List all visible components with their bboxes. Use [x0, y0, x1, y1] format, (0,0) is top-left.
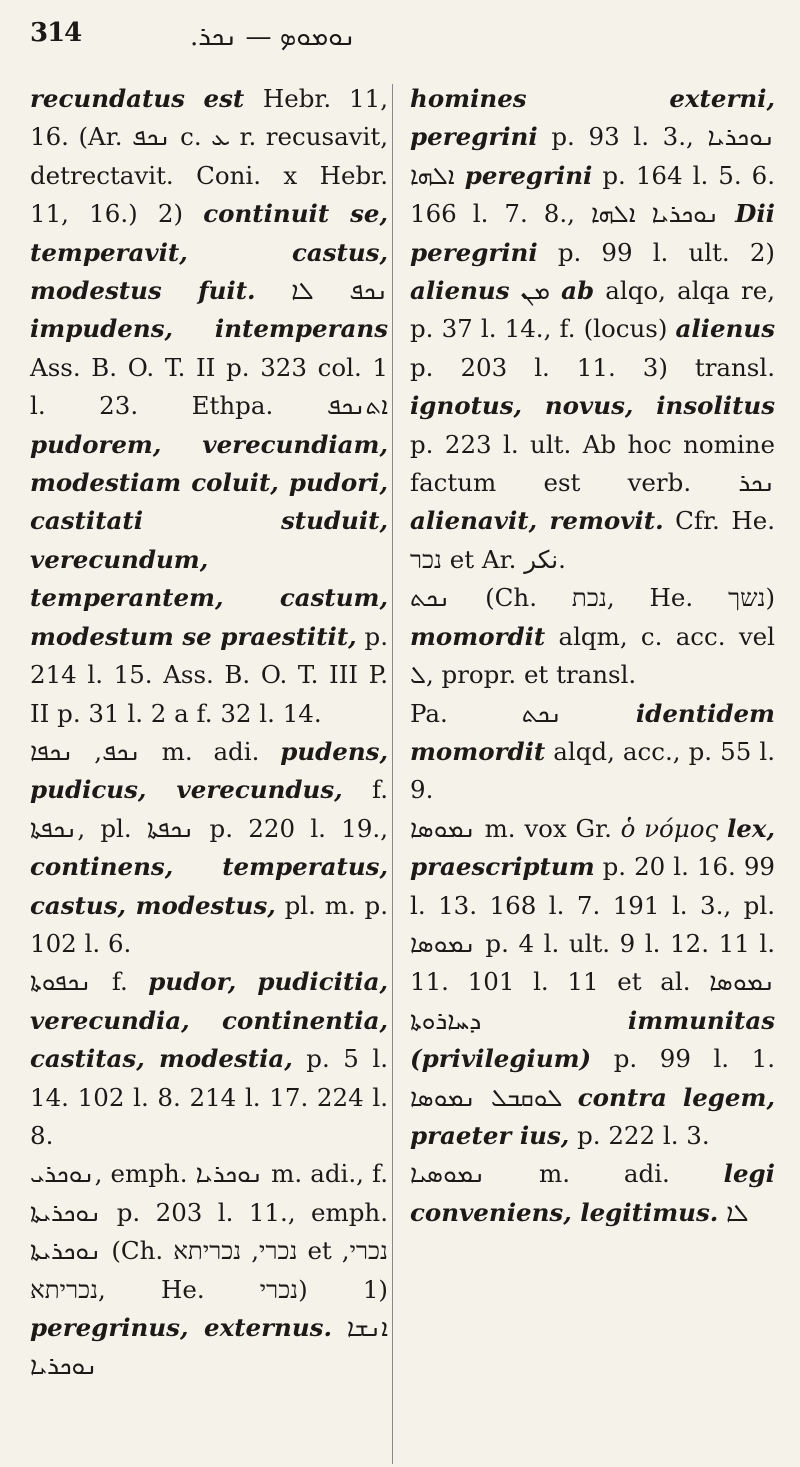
entry-gloss: contra legem, praeter ius, [410, 1082, 775, 1150]
entry-gloss: lex, praescriptum [410, 813, 775, 882]
entry-gloss: pudor, pudicitia, verecundia, continentia, castitas, modestia, [30, 967, 388, 1074]
syriac-word: ܢܟܪ [738, 468, 775, 498]
hebrew-word: נשך [728, 583, 766, 613]
entry-nomosaya [410, 1155, 775, 1232]
entry-text [510, 276, 521, 305]
entry-text: p. 214 l. 15. Ass. B. O. T. III P. II p. 31 l. 2 a f. 32 l. 14. [30, 621, 388, 728]
entry-text: f. [342, 775, 388, 805]
entry-text: m. vox Gr. [475, 813, 621, 843]
entry-gloss: identidem momordit [410, 698, 775, 766]
entry-text: Ass. B. O. T. II p. 323 col. 1 l. 23. Ethpa. [30, 352, 388, 421]
entry-text [718, 1198, 726, 1227]
syriac-word: ܢܟܦܬܐ [30, 813, 78, 843]
entry-text: . [558, 544, 566, 574]
entry-text [563, 1083, 578, 1112]
entry-nukraya [30, 1155, 388, 1385]
entry-text: , He. [606, 583, 729, 613]
entry-text: p. 5 l. 14. 102 l. 8. 214 l. 17. 224 l. 8. [30, 1044, 388, 1150]
syriac-word: ܢܟܦܬܐ [146, 813, 195, 843]
entry-text: p. 223 l. ult. Ab hoc nomine factum est verb. [410, 429, 775, 498]
syriac-word: ܢܟܦ ܠܐ [291, 276, 388, 306]
running-head: .ܢܘܡܘܤ — ܢܟܪ [190, 22, 356, 52]
entry-text: Hebr. 11, 16. (Ar. [30, 84, 389, 152]
entry-text: (Ch. [450, 583, 572, 613]
entry-nkputa [30, 963, 388, 1155]
entry-gloss: impudens, intemperans [30, 314, 388, 344]
entry-text: p. 222 l. 3. [569, 1120, 710, 1150]
entry-text: p. 99 l. ult. 2) [537, 237, 775, 267]
entry-nkp-adjective [30, 733, 388, 963]
entry-text: p. 203 l. 11., emph. [101, 1197, 388, 1227]
page-number: 314 [30, 18, 82, 48]
right-column [410, 80, 775, 1232]
entry-nkt [410, 579, 775, 694]
entry-text: m. adi. [140, 736, 281, 766]
entry-text: p. 164 l. 5. 6. 166 l. 7. 8., [410, 160, 775, 229]
entry-gloss: continens, temperatus, castus, modestus, [30, 852, 388, 920]
entry-gloss: pudorem, verecundiam, modestiam coluit, pudori, castitati studuit, verecundum, temperantem, castum, modestum se praestitit, [30, 429, 388, 651]
entry-text: p. 99 l. 1. [591, 1044, 775, 1074]
entry-text [562, 699, 636, 728]
entry-text: ) 1) [298, 1274, 388, 1304]
entry-nkt-pa [410, 695, 775, 810]
entry-text [256, 276, 292, 305]
entry-text: m. adi., f. [263, 1159, 388, 1189]
syriac-word: ܢܟܬ [521, 698, 562, 728]
syriac-word: ܢܟܬ [410, 583, 451, 613]
syriac-word: ܢܘܟܪܝܬܐ [30, 1236, 102, 1266]
entry-gloss: peregrini [464, 160, 593, 190]
syriac-word: ܡܢ [520, 276, 550, 306]
hebrew-word: נכר [410, 544, 442, 574]
hebrew-word: נכרי [259, 1274, 299, 1304]
entry-text: , He. [98, 1274, 260, 1304]
entry-text: , propr. et transl. [425, 660, 637, 690]
hebrew-word: נכרי, נכריתא [30, 1236, 388, 1304]
entry-text: p. 203 l. 11. 3) transl. [410, 352, 775, 382]
entry-text: , emph. [94, 1159, 196, 1189]
entry-text: et Ar. [441, 544, 525, 574]
syriac-word: ܠܘܩܒܠ ܢܡܘܤܐ [410, 1082, 563, 1112]
syriac-word: ܢܡܘܤܝܐ [410, 1159, 486, 1189]
syriac-word: ܢܘܟܪܝܐ [195, 1159, 264, 1189]
entry-text: p. 220 l. 19., [194, 813, 388, 843]
page-header [30, 18, 770, 68]
entry-gloss: pudens, pudicus, verecundus, [30, 736, 389, 805]
entry-text: r. recusavit, detrectavit. Coni. x Hebr. 11, 16.) 2) [30, 122, 388, 229]
entry-gloss: Dii peregrini [410, 199, 775, 267]
entry-text: (Ch. [101, 1236, 174, 1266]
entry-text: , pl. [77, 813, 147, 843]
hebrew-word: נכת [571, 583, 607, 613]
syriac-word: ܢܟܦ [131, 122, 171, 152]
entry-text: c. [170, 122, 212, 152]
entry-nomos [410, 810, 775, 1156]
entry-text: ) [765, 583, 775, 613]
entry-text: et [297, 1236, 342, 1266]
syriac-word: ܢܡܘܤܐ [410, 928, 476, 958]
syriac-word: ܢܘܟܪܝܐ ܐܠܗܐ [590, 199, 720, 229]
syriac-word: ܢܟܦܘܬܐ [30, 967, 92, 997]
entry-text: Pa. [410, 698, 522, 728]
syriac-word: ܢܡܘܤܐ [410, 813, 476, 843]
syriac-word: ܐܬܢܟܦ [326, 391, 388, 421]
entry-nkp-verb [30, 80, 388, 733]
syriac-word: ܥ [211, 122, 231, 152]
column-divider [392, 84, 393, 1464]
entry-text [550, 276, 561, 305]
entry-gloss: continuit se, temperavit, castus, modestus fuit. [30, 199, 388, 306]
entry-nukraya-cont [410, 80, 775, 579]
entry-gloss: alienavit, removit. [410, 506, 664, 536]
entry-text: recundatus est [30, 84, 263, 113]
entry-gloss: homines externi, peregrini [410, 84, 775, 152]
syriac-word: ܠܐ [726, 1197, 749, 1227]
entry-gloss: immunitas (privilegium) [410, 1005, 775, 1074]
syriac-word: ܢܡܘܤܐ ܕܚܐܪܘܬܐ [410, 967, 775, 1035]
entry-text: pl. m. p. 102 l. 6. [30, 890, 388, 958]
syriac-word: ܢܘܟܪܝ [30, 1159, 95, 1189]
hebrew-word: נכרי, נכריתא [173, 1236, 298, 1266]
entry-text: alqo, alqa re, p. 37 l. 14., f. (locus) [410, 276, 776, 344]
entry-gloss: momordit [410, 621, 546, 651]
syriac-word: ܠ [410, 660, 426, 690]
entry-text [718, 814, 727, 843]
entry-gloss: peregrinus, externus. [30, 1313, 333, 1342]
entry-text: m. adi. [485, 1159, 724, 1189]
greek-word: ὁ νόμος [620, 813, 719, 843]
arabic-word: نكر [524, 544, 559, 574]
syriac-word: ܢܘܟܪܝܐ ܐܠܗܐ [410, 122, 775, 190]
entry-gloss: ignotus, novus, insolitus [410, 391, 775, 421]
syriac-word: ܢܘܟܪܝܬܐ [30, 1197, 102, 1227]
entry-text: p. 93 l. 3., [537, 122, 708, 152]
entry-text: p. 4 l. ult. 9 l. 12. 11 l. 11. 101 l. 11 et al. [410, 928, 775, 997]
entry-text [455, 161, 465, 190]
entry-text [719, 199, 735, 228]
entry-text [481, 1006, 628, 1035]
entry-text: f. [91, 967, 149, 997]
entry-gloss: alienus [410, 276, 510, 306]
entry-text: , [73, 736, 103, 766]
entry-text: alqd, acc., p. 55 l. 9. [410, 736, 775, 805]
left-column [30, 80, 388, 1386]
entry-gloss: legi conveniens, legitimus. [410, 1159, 775, 1227]
entry-text [332, 1313, 347, 1342]
entry-gloss: alienus [675, 314, 775, 344]
syriac-word: ܐܢܫܐ ܢܘܟܪܝܐ [30, 1313, 388, 1381]
syriac-word: ܢܟܦܐ [30, 736, 74, 766]
entry-text: p. 20 l. 16. 99 l. 13. 168 l. 7. 191 l. 3., pl. [410, 852, 775, 920]
entry-gloss: ab [561, 276, 595, 306]
entry-text: Cfr. He. [663, 506, 775, 536]
syriac-word: ܢܟܦ [102, 736, 141, 766]
entry-text: alqm, c. acc. vel [545, 621, 775, 651]
